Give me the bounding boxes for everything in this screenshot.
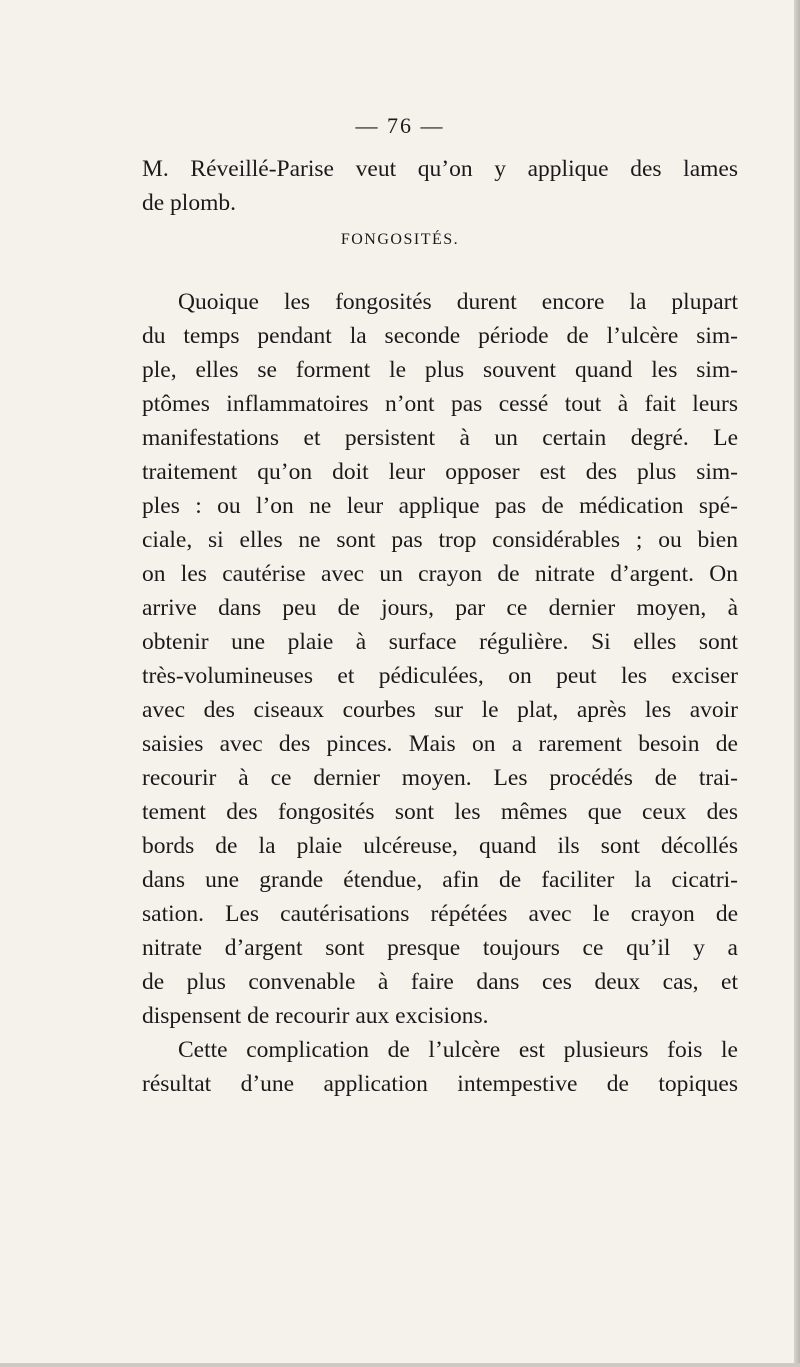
- text-line: du temps pendant la seconde période de l’ulcère sim-: [142, 323, 738, 349]
- text-line: traitement qu’on doit leur opposer est des plus sim-: [142, 459, 738, 485]
- text-line: on les cautérise avec un crayon de nitrate d’argent. On: [142, 561, 738, 587]
- text-line: saisies avec des pinces. Mais on a rarement besoin de: [142, 731, 738, 757]
- text-line: ptômes inflammatoires n’ont pas cessé tout à fait leurs: [142, 391, 738, 417]
- text-line: dispensent de recourir aux excisions.: [142, 1003, 489, 1029]
- text-line: dans une grande étendue, afin de faciliter la cicatri-: [142, 867, 738, 893]
- text-line: ciale, si elles ne sont pas trop considérables ; ou bien: [142, 527, 738, 553]
- text-line: de plus convenable à faire dans ces deux cas, et: [142, 969, 738, 995]
- page-edge-shadow: [794, 0, 800, 1367]
- text-line: tement des fongosités sont les mêmes que ceux des: [142, 799, 738, 825]
- text-line: arrive dans peu de jours, par ce dernier moyen, à: [142, 595, 738, 621]
- text-line: obtenir une plaie à surface régulière. Si elles sont: [142, 629, 738, 655]
- text-line: de plomb.: [142, 190, 236, 216]
- text-line: ple, elles se forment le plus souvent quand les sim-: [142, 357, 738, 383]
- text-line: M. Réveillé-Parise veut qu’on y applique des lames: [142, 156, 738, 182]
- text-line: recourir à ce dernier moyen. Les procédés de trai-: [142, 765, 738, 791]
- text-line: résultat d’une application intempestive de topiques: [142, 1071, 738, 1097]
- section-heading: FONGOSITÉS.: [340, 231, 460, 248]
- intro-paragraph: [142, 152, 738, 220]
- page-bottom-edge: [0, 1363, 800, 1367]
- text-line: avec des ciseaux courbes sur le plat, après les avoir: [142, 697, 738, 723]
- text-line: manifestations et persistent à un certain degré. Le: [142, 425, 738, 451]
- page-number: — 76 —: [355, 113, 445, 138]
- text-line: nitrate d’argent sont presque toujours ce qu’il y a: [142, 935, 738, 961]
- text-line: Cette complication de l’ulcère est plusieurs fois le: [178, 1037, 738, 1063]
- text-line: ples : ou l’on ne leur applique pas de médication spé-: [142, 493, 738, 519]
- text-line: très-volumineuses et pédiculées, on peut les exciser: [142, 663, 738, 689]
- text-line: sation. Les cautérisations répétées avec le crayon de: [142, 901, 738, 927]
- text-line: Quoique les fongosités durent encore la plupart: [178, 289, 738, 315]
- body-text: [142, 285, 738, 1101]
- text-line: bords de la plaie ulcéreuse, quand ils sont décollés: [142, 833, 738, 859]
